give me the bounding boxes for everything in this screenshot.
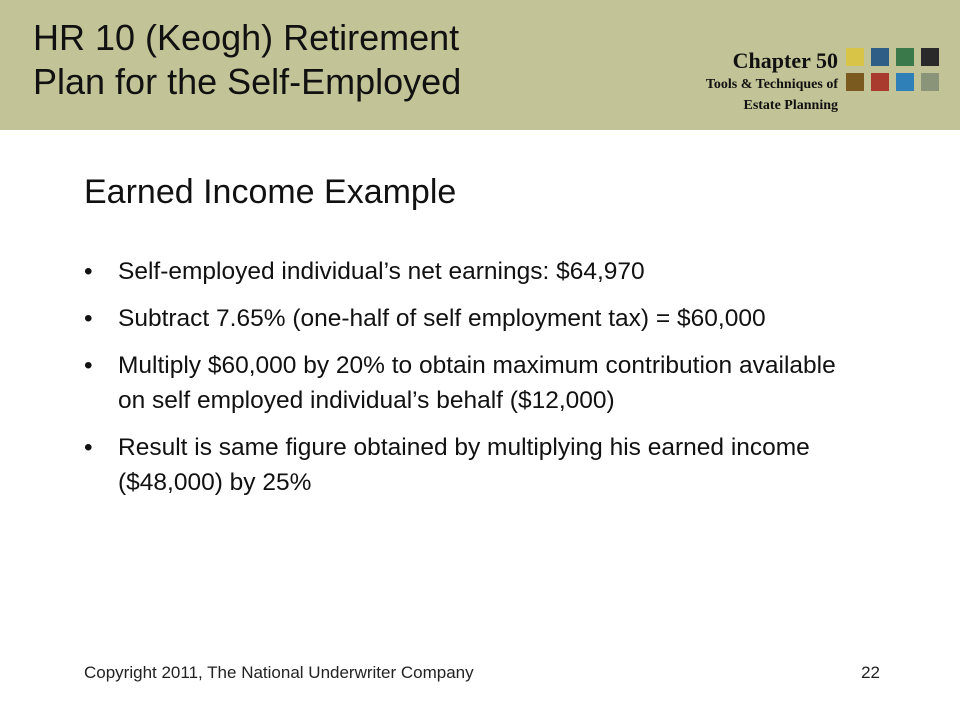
chapter-block	[706, 48, 838, 116]
color-swatch-grid	[846, 48, 942, 91]
chapter-number: Chapter 50	[732, 48, 838, 73]
color-swatch	[921, 48, 939, 66]
bullet-marker: •	[84, 352, 93, 379]
page-number: 22	[861, 663, 880, 682]
bullet-list	[84, 254, 844, 512]
bullet-marker: •	[84, 434, 93, 461]
bullet-item	[84, 348, 844, 418]
color-swatch	[846, 48, 864, 66]
book-subtitle-line-1: Tools & Techniques of	[705, 77, 838, 92]
bullet-item	[84, 430, 844, 500]
bullet-text: Multiply $60,000 by 20% to obtain maximum contribution available on self employed individual’s behalf ($12,000)	[118, 352, 836, 414]
bullet-text: Self-employed individual’s net earnings: $64,970	[118, 258, 645, 285]
bullet-text: Result is same figure obtained by multiplying his earned income ($48,000) by 25%	[118, 434, 810, 496]
color-swatch	[896, 48, 914, 66]
color-swatch	[871, 48, 889, 66]
slide-title	[33, 16, 461, 104]
color-swatch	[871, 73, 889, 91]
slide-title-line-2: Plan for the Self-Employed	[33, 61, 462, 102]
color-swatch	[846, 73, 864, 91]
color-swatch	[896, 73, 914, 91]
bullet-marker: •	[84, 305, 93, 332]
copyright-notice: Copyright 2011, The National Underwriter Company	[84, 663, 474, 682]
header-bar	[0, 0, 960, 130]
color-swatch	[921, 73, 939, 91]
section-heading: Earned Income Example	[84, 173, 457, 211]
bullet-text: Subtract 7.65% (one-half of self employment tax) = $60,000	[118, 305, 766, 332]
bullet-marker: •	[84, 258, 93, 285]
slide-title-line-1: HR 10 (Keogh) Retirement	[33, 17, 460, 58]
book-subtitle-line-2: Estate Planning	[743, 98, 838, 113]
bullet-item	[84, 301, 844, 336]
bullet-item	[84, 254, 844, 289]
